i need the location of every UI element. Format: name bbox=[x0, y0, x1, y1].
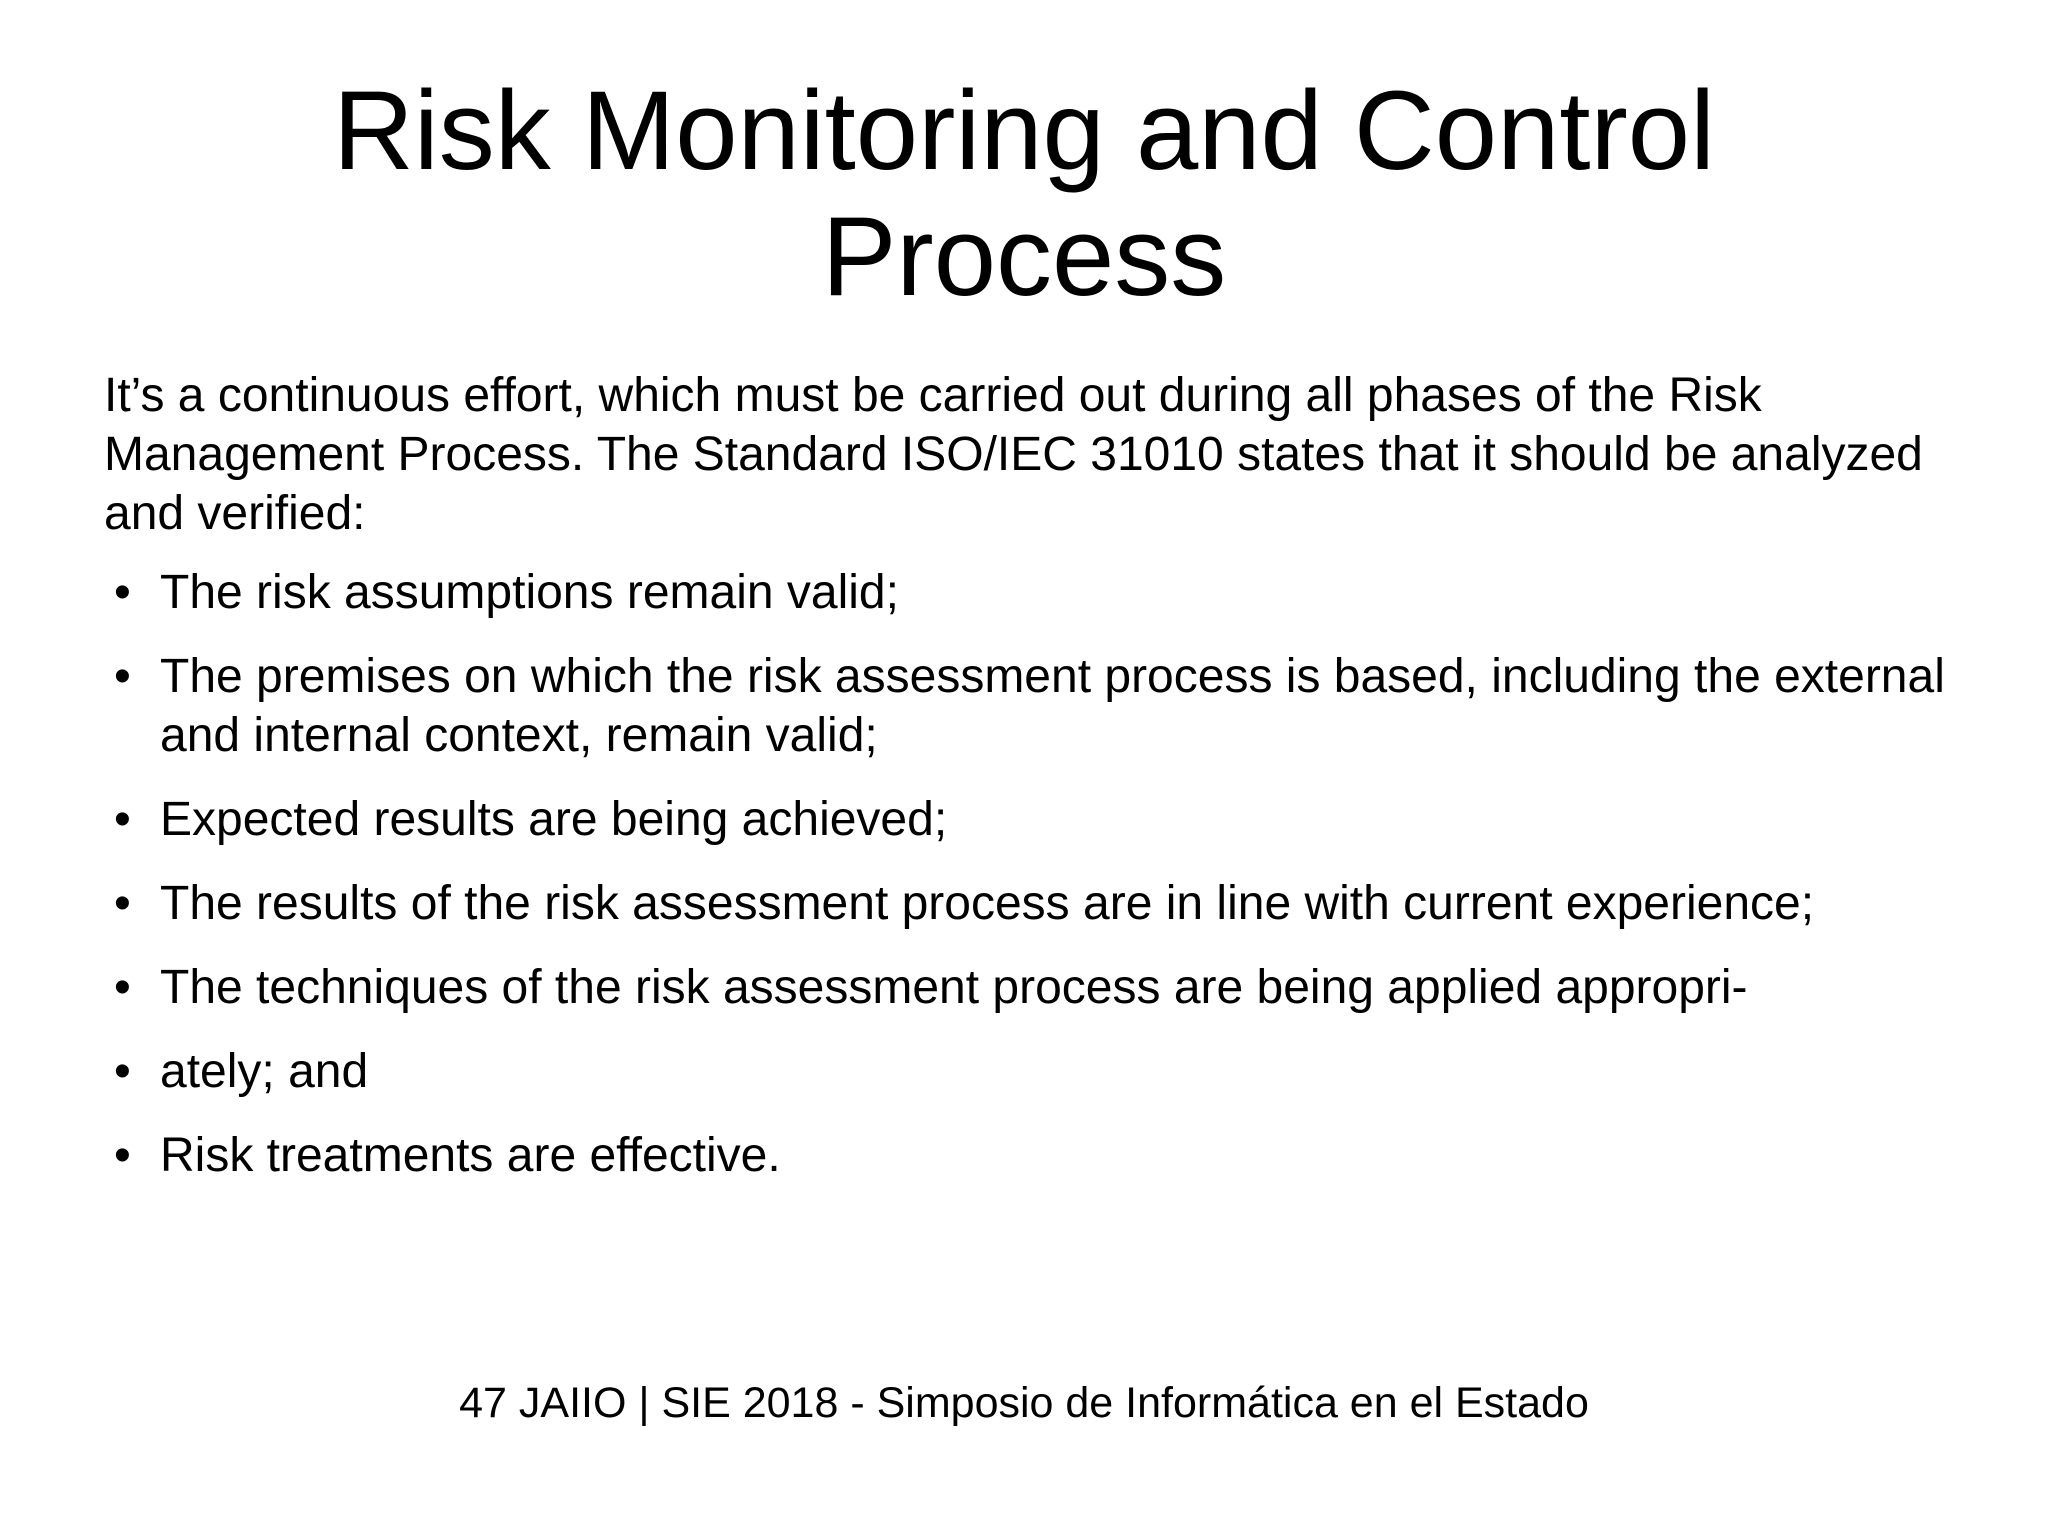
bullet-item-7 bbox=[104, 1126, 1964, 1185]
bullet-item-3 bbox=[104, 790, 1964, 849]
bullet-item-6 bbox=[104, 1042, 1964, 1101]
bullet-text: Risk treatments are effective. bbox=[160, 1129, 781, 1182]
slide-title bbox=[0, 68, 2048, 320]
bullet-item-1 bbox=[104, 563, 1964, 622]
bullet-text: ately; and bbox=[160, 1045, 369, 1098]
slide-title-line-2: Process bbox=[821, 194, 1227, 319]
bullet-glyph: • bbox=[114, 961, 131, 1014]
bullet-glyph: • bbox=[114, 566, 131, 619]
bullet-glyph: • bbox=[114, 1045, 131, 1098]
bullet-item-2 bbox=[104, 647, 1964, 765]
bullet-glyph: • bbox=[114, 650, 131, 703]
slide-content bbox=[104, 366, 1964, 1210]
bullet-list bbox=[104, 563, 1964, 1185]
bullet-glyph: • bbox=[114, 1129, 131, 1182]
bullet-text: The results of the risk assessment process are in line with current experience; bbox=[160, 877, 1815, 930]
bullet-text: The premises on which the risk assessment process is based, including the external and internal context, remain valid; bbox=[160, 650, 1945, 762]
bullet-text: The techniques of the risk assessment process are being applied appropri- bbox=[160, 961, 1748, 1014]
bullet-item-5 bbox=[104, 958, 1964, 1017]
bullet-text: Expected results are being achieved; bbox=[160, 793, 948, 846]
slide-title-line-1: Risk Monitoring and Control bbox=[333, 68, 1715, 193]
bullet-glyph: • bbox=[114, 877, 131, 930]
intro-paragraph: It’s a continuous effort, which must be carried out during all phases of the Risk Management Process. The Standard ISO/IEC 31010 states that it should be analyzed and verified: bbox=[104, 369, 1923, 540]
bullet-glyph: • bbox=[114, 793, 131, 846]
slide-footer: 47 JAIIO | SIE 2018 - Simposio de Informática en el Estado bbox=[459, 1379, 1589, 1427]
bullet-text: The risk assumptions remain valid; bbox=[160, 566, 899, 619]
bullet-item-4 bbox=[104, 874, 1964, 933]
